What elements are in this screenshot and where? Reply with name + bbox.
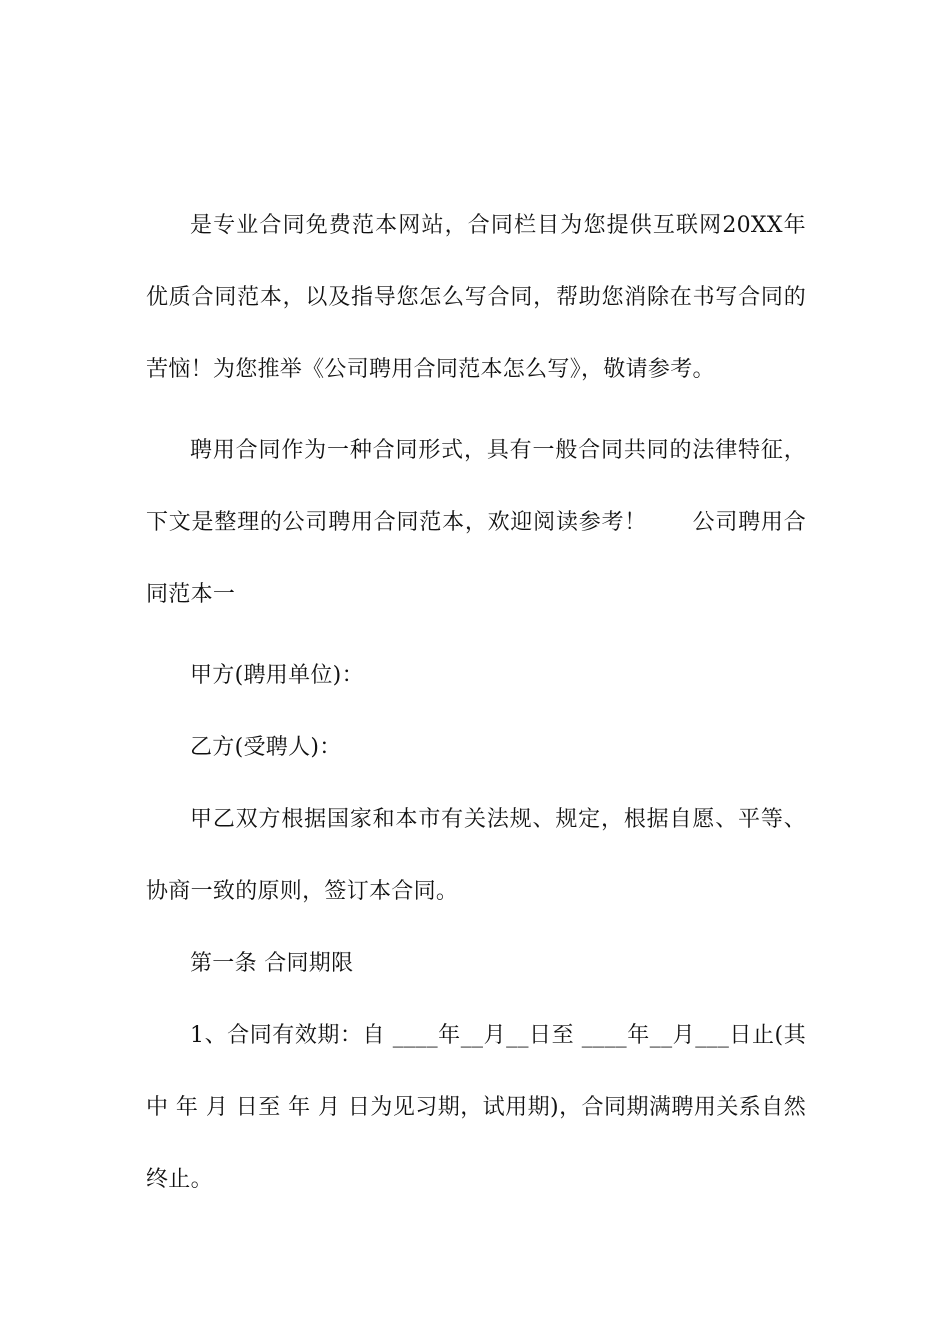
contract-term-paragraph: 1、合同有效期：自 ____年__月__日至 ____年__月___日止(其中 年 月 日至 年 月 日为见习期，试用期)，合同期满聘用关系自然终止。	[146, 1023, 806, 1192]
description-paragraph: 聘用合同作为一种合同形式，具有一般合同共同的法律特征，下文是整理的公司聘用合同范本，欢迎阅读参考！ 公司聘用合同范本一	[146, 438, 806, 607]
party-b-line: 乙方(受聘人)：	[190, 735, 342, 760]
agreement-paragraph: 甲乙双方根据国家和本市有关法规、规定，根据自愿、平等、协商一致的原则，签订本合同。	[146, 807, 806, 904]
intro-paragraph: 是专业合同免费范本网站，合同栏目为您提供互联网20XX年优质合同范本，以及指导您怎么写合同，帮助您消除在书写合同的苦恼！为您推举《公司聘用合同范本怎么写》，敬请参考。	[146, 213, 806, 382]
party-a-line: 甲方(聘用单位)：	[190, 663, 364, 688]
article-one-heading: 第一条 合同期限	[190, 951, 354, 976]
